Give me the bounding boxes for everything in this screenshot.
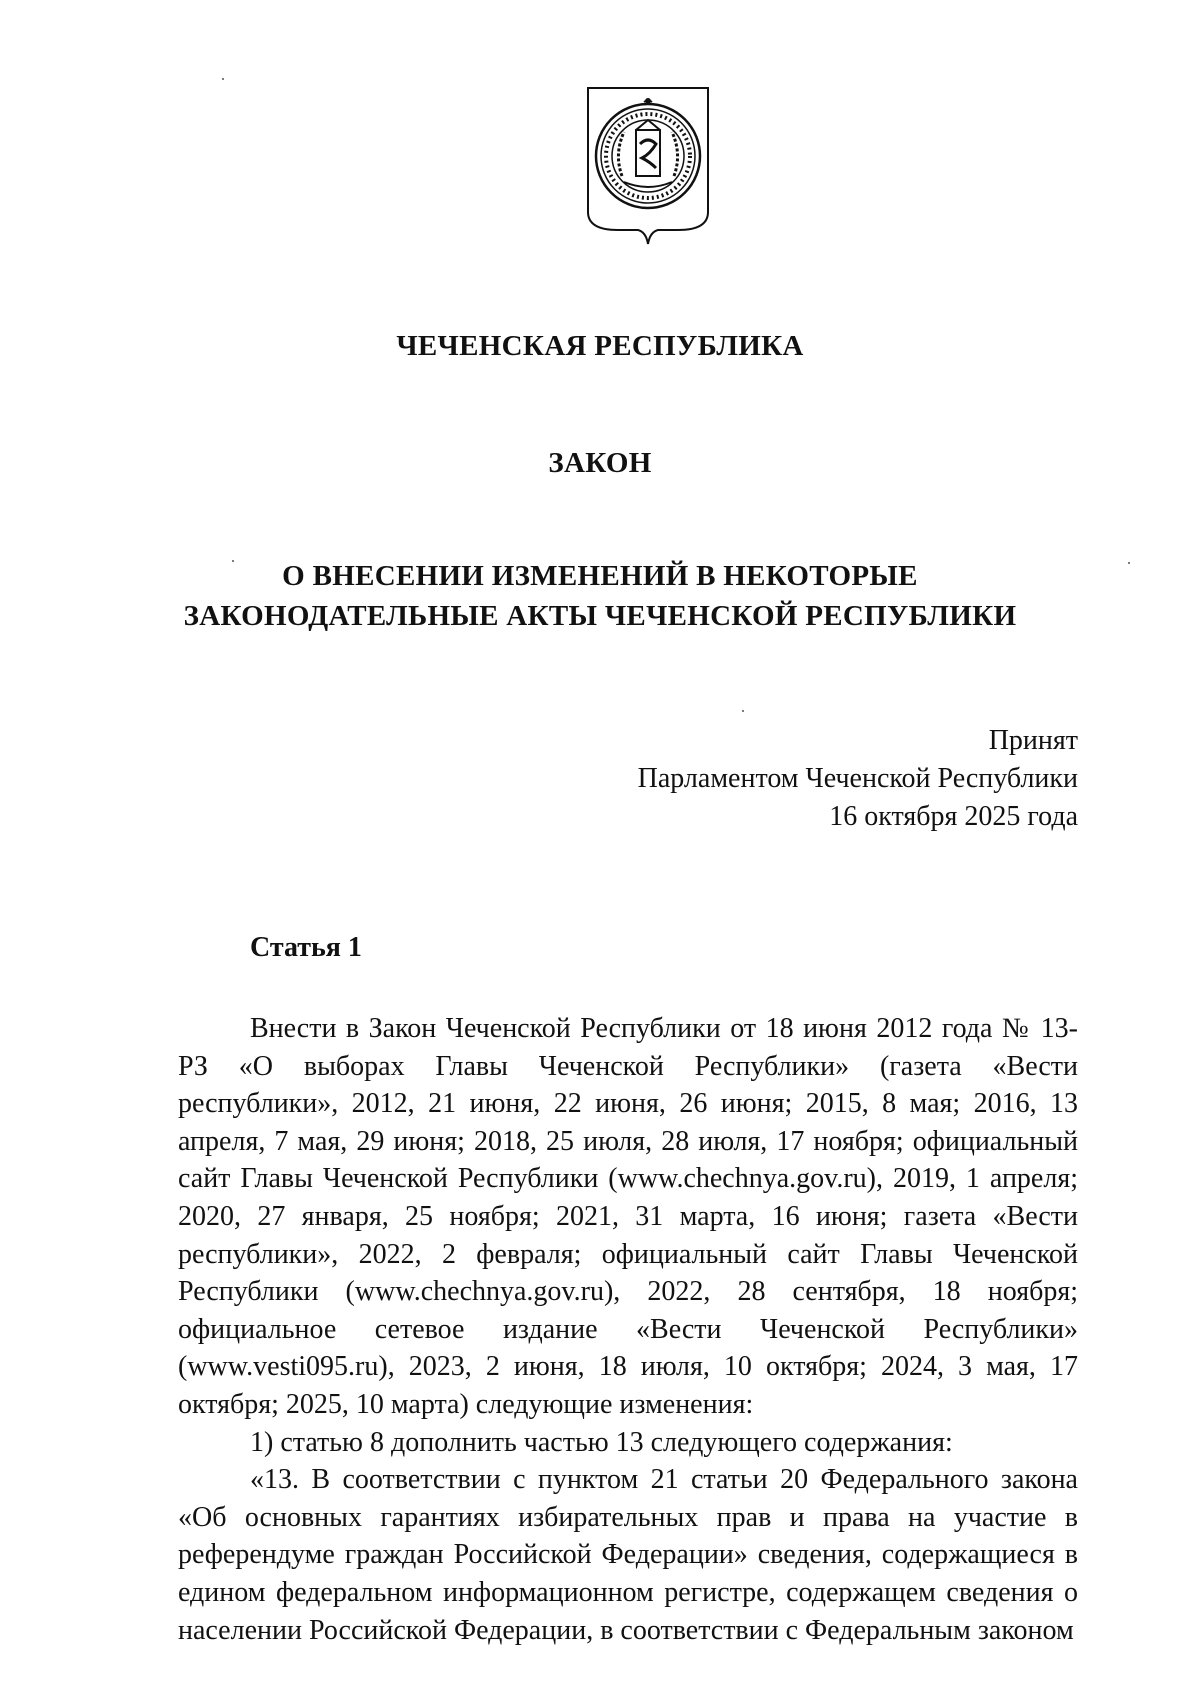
adoption-block: [638, 722, 1078, 836]
law-title-line-1: О ВНЕСЕНИИ ИЗМЕНЕНИЙ В НЕКОТОРЫЕ: [282, 560, 918, 592]
adopted-by: Парламентом Чеченской Республики: [637, 763, 1078, 794]
document-type: ЗАКОН: [548, 447, 652, 479]
chechen-republic-coat-of-arms-icon: [584, 84, 712, 256]
adopted-date: 16 октября 2025 года: [829, 801, 1078, 832]
scan-speck: [232, 560, 234, 562]
article-1-body: [178, 1010, 1078, 1649]
adopted-label: Принят: [988, 725, 1078, 756]
article-1-item-1-text: «13. В соответствии с пунктом 21 статьи 20 Федерального закона «Об основных гарантиях избирательных прав и права на участие в референдуме граждан Российской Федерации» сведения, содержащиеся в едином федеральном информационном регистре, содержащем сведения о населении Российской Федерации, в соответствии с Федеральным законом: [178, 1464, 1078, 1646]
scan-speck: [742, 710, 744, 712]
article-1-intro: Внести в Закон Чеченской Республики от 18 июня 2012 года № 13-РЗ «О выборах Главы Чеченской Республики» (газета «Вести республики», 2012, 21 июня, 22 июня, 26 июня; 2015, 8 мая; 2016, 13 апреля, 7 мая, 29 июня; 2018, 25 июля, 28 июля, 17 ноября; официальный сайт Главы Чеченской Республики (www.chechnya.gov.ru), 2019, 1 апреля; 2020, 27 января, 25 ноября; 2021, 31 марта, 16 июня; газета «Вести республики», 2022, 2 февраля; официальный сайт Главы Чеченской Республики (www.chechnya.gov.ru), 2022, 28 сентября, 18 ноября; официальное сетевое издание «Вести Чеченской Республики» (www.vesti095.ru), 2023, 2 июня, 18 июля, 10 октября; 2024, 3 мая, 17 октября; 2025, 10 марта) следующие изменения:: [178, 1013, 1078, 1420]
scan-speck: [222, 78, 224, 80]
republic-heading: ЧЕЧЕНСКАЯ РЕСПУБЛИКА: [396, 330, 804, 362]
scan-speck: [1128, 562, 1130, 564]
article-1-title: Статья 1: [250, 932, 362, 963]
article-1-item-1: 1) статью 8 дополнить частью 13 следующего содержания:: [250, 1426, 953, 1458]
law-title-line-2: ЗАКОНОДАТЕЛЬНЫЕ АКТЫ ЧЕЧЕНСКОЙ РЕСПУБЛИКИ: [183, 600, 1017, 632]
